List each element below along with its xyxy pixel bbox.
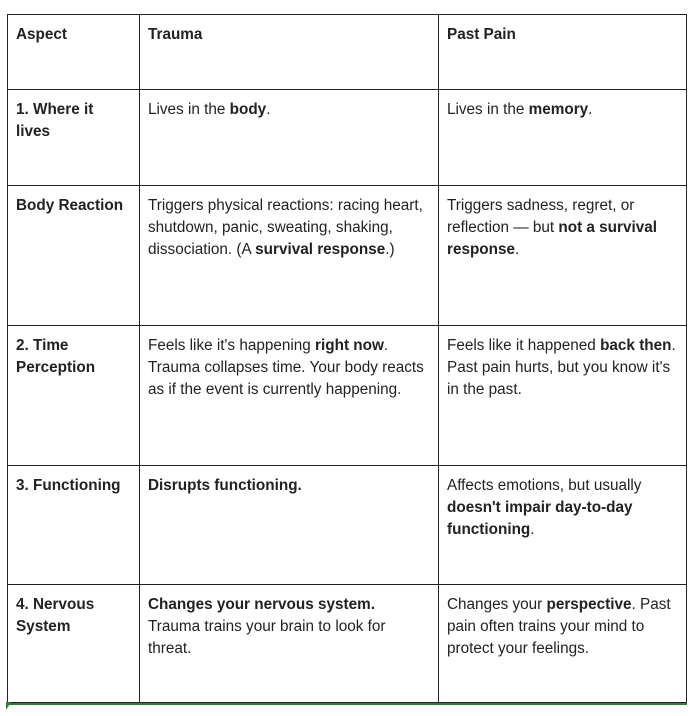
header-past-pain: Past Pain [439, 15, 687, 90]
table-row [8, 466, 687, 585]
text-segment: Feels like it's happening [148, 337, 316, 354]
bottom-accent-line [7, 703, 687, 705]
past-pain-cell [439, 466, 687, 585]
trauma-cell [140, 90, 439, 186]
text-segment: . Past pain often trains your mind to protect your feelings. [447, 596, 671, 657]
text-segment: Lives in the [148, 101, 230, 118]
text-segment: Feels like it happened [447, 337, 601, 354]
past-pain-cell [439, 90, 687, 186]
row-aspect-label: Body Reaction [8, 186, 140, 326]
text-segment: . [588, 101, 593, 118]
past-pain-cell [439, 326, 687, 466]
past-pain-cell [439, 585, 687, 703]
text-segment: Triggers sadness, regret, or reflection — but [447, 197, 635, 236]
bold-text-segment: doesn't impair day-to-day functioning [447, 499, 633, 538]
comparison-table [7, 14, 687, 703]
bold-text-segment: Changes your nervous system. [148, 596, 375, 613]
bold-text-segment: survival response [255, 241, 386, 258]
row-aspect-label: 1. Where it lives [8, 90, 140, 186]
past-pain-cell [439, 186, 687, 326]
trauma-cell [140, 466, 439, 585]
text-segment: . [266, 101, 271, 118]
trauma-cell [140, 186, 439, 326]
bold-text-segment: body [229, 101, 267, 118]
bold-text-segment: memory [528, 101, 589, 118]
text-segment: Trauma trains your brain to look for threat. [148, 618, 386, 657]
bold-text-segment: perspective [546, 596, 632, 613]
bold-text-segment: Disrupts functioning. [148, 477, 302, 494]
text-segment: . Past pain hurts, but you know it's in the past. [447, 337, 676, 398]
text-segment: .) [385, 241, 395, 258]
bold-text-segment: not a survival response [447, 219, 658, 258]
text-segment: . Trauma collapses time. Your body reacts as if the event is currently happening. [148, 337, 424, 398]
text-segment: . [530, 521, 535, 538]
corner-marker-icon [6, 702, 11, 710]
row-aspect-label: 3. Functioning [8, 466, 140, 585]
table-row [8, 186, 687, 326]
bold-text-segment: right now [315, 337, 384, 354]
text-segment: Affects emotions, but usually [447, 477, 642, 494]
header-trauma: Trauma [140, 15, 439, 90]
text-segment: Triggers physical reactions: racing heart, shutdown, panic, sweating, shaking, dissociation. (A [148, 197, 423, 258]
table-row [8, 585, 687, 703]
table-row [8, 90, 687, 186]
header-aspect: Aspect [8, 15, 140, 90]
table-row [8, 326, 687, 466]
trauma-cell [140, 326, 439, 466]
bold-text-segment: back then [600, 337, 672, 354]
text-segment: Changes your [447, 596, 547, 613]
text-segment: . [515, 241, 520, 258]
header-row [8, 15, 687, 90]
row-aspect-label: 2. Time Perception [8, 326, 140, 466]
text-segment: Lives in the [447, 101, 529, 118]
row-aspect-label: 4. Nervous System [8, 585, 140, 703]
trauma-cell [140, 585, 439, 703]
